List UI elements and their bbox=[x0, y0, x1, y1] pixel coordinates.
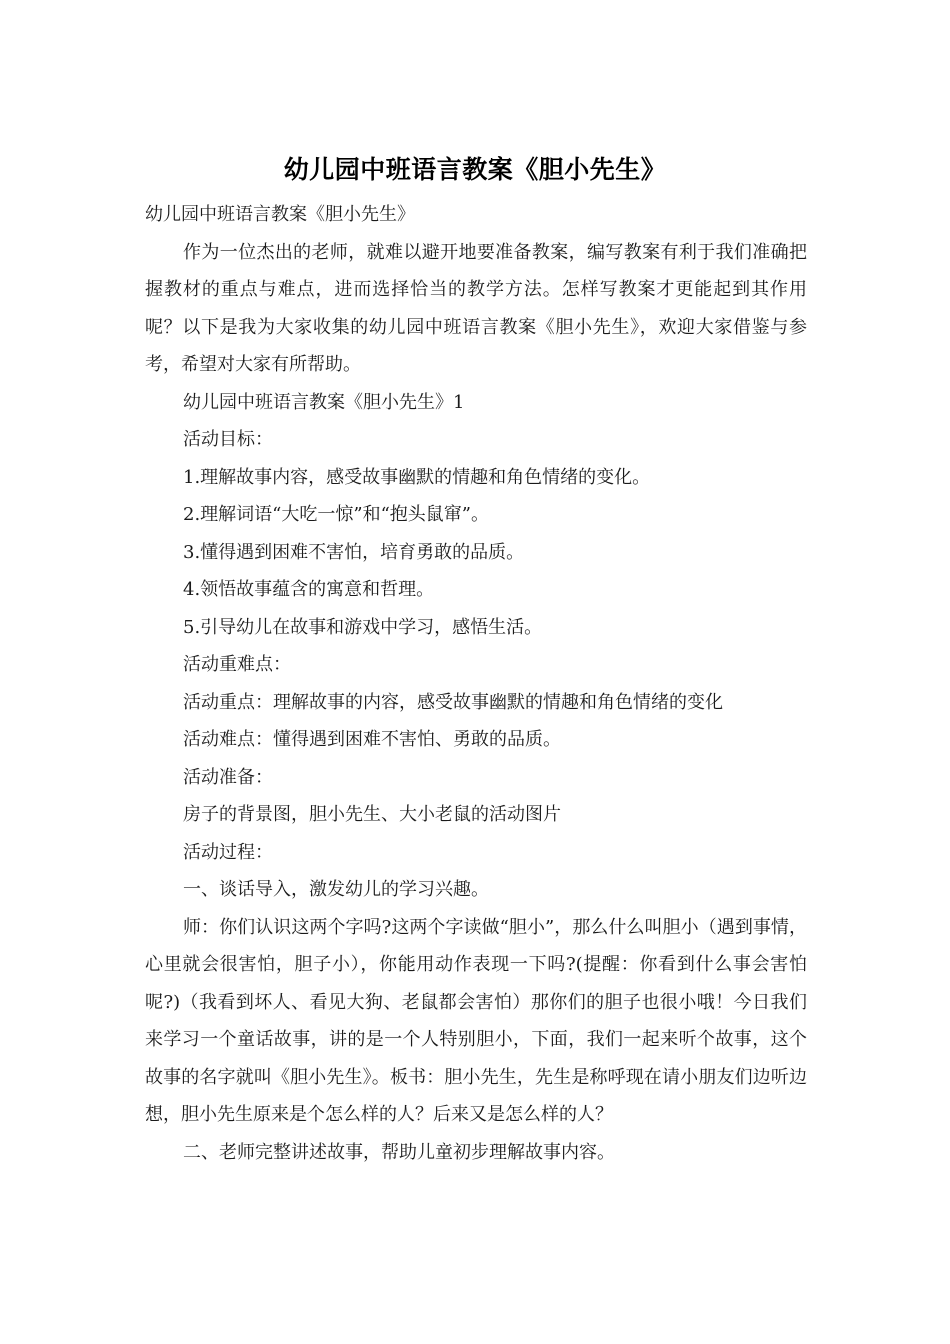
paragraph: 幼儿园中班语言教案《胆小先生》 bbox=[145, 204, 415, 225]
list-item: 5.引导幼儿在故事和游戏中学习，感悟生活。 bbox=[183, 616, 543, 638]
paragraph: 二、老师完整讲述故事，帮助儿童初步理解故事内容。 bbox=[183, 1141, 615, 1163]
paragraph: 活动难点：懂得遇到困难不害怕、勇敢的品质。 bbox=[183, 729, 561, 750]
paragraph: 活动重难点： bbox=[183, 654, 291, 675]
paragraph: 一、谈话导入，激发幼儿的学习兴趣。 bbox=[183, 879, 489, 900]
document-title: 幼儿园中班语言教案《胆小先生》 bbox=[283, 155, 667, 184]
list-item: 3.懂得遇到困难不害怕，培育勇敢的品质。 bbox=[183, 541, 525, 563]
list-item: 1.理解故事内容，感受故事幽默的情趣和角色情绪的变化。 bbox=[183, 466, 651, 488]
list-item: 2.理解词语“大吃一惊”和“抱头鼠窜”。 bbox=[183, 504, 489, 525]
section-heading: 幼儿园中班语言教案《胆小先生》1 bbox=[183, 391, 465, 413]
document-body bbox=[145, 196, 807, 1171]
list-item: 4.领悟故事蕴含的寓意和哲理。 bbox=[183, 579, 435, 600]
paragraph: 活动目标： bbox=[183, 429, 273, 450]
paragraph-intro: 作为一位杰出的老师，就难以避开地要准备教案，编写教案有利于我们准确把握教材的重点与难点，进而选择恰当的教学方法。怎样写教案才更能起到其作用呢？以下是我为大家收集的幼儿园中班语言教案《胆小先生》，欢迎大家借鉴与参考，希望对大家有所帮助。 bbox=[145, 241, 807, 375]
paragraph: 活动准备： bbox=[183, 766, 273, 788]
paragraph: 活动过程： bbox=[183, 841, 273, 863]
paragraph: 活动重点：理解故事的内容，感受故事幽默的情趣和角色情绪的变化 bbox=[183, 691, 723, 713]
paragraph: 房子的背景图，胆小先生、大小老鼠的活动图片 bbox=[183, 804, 561, 825]
paragraph: 师：你们认识这两个字吗?这两个字读做“胆小”，那么什么叫胆小（遇到事情，心里就会很害怕，胆子小），你能用动作表现一下吗?(提醒：你看到什么事会害怕呢?)（我看到坏人、看见大狗、老鼠都会害怕）那你们的胆子也很小哦！今日我们来学习一个童话故事，讲的是一个人特别胆小，下面，我们一起来听个故事，这个故事的名字就叫《胆小先生》。板书：胆小先生，先生是称呼现在请小朋友们边听边想，胆小先生原来是个怎么样的人？后来又是怎么样的人？ bbox=[145, 916, 807, 1125]
